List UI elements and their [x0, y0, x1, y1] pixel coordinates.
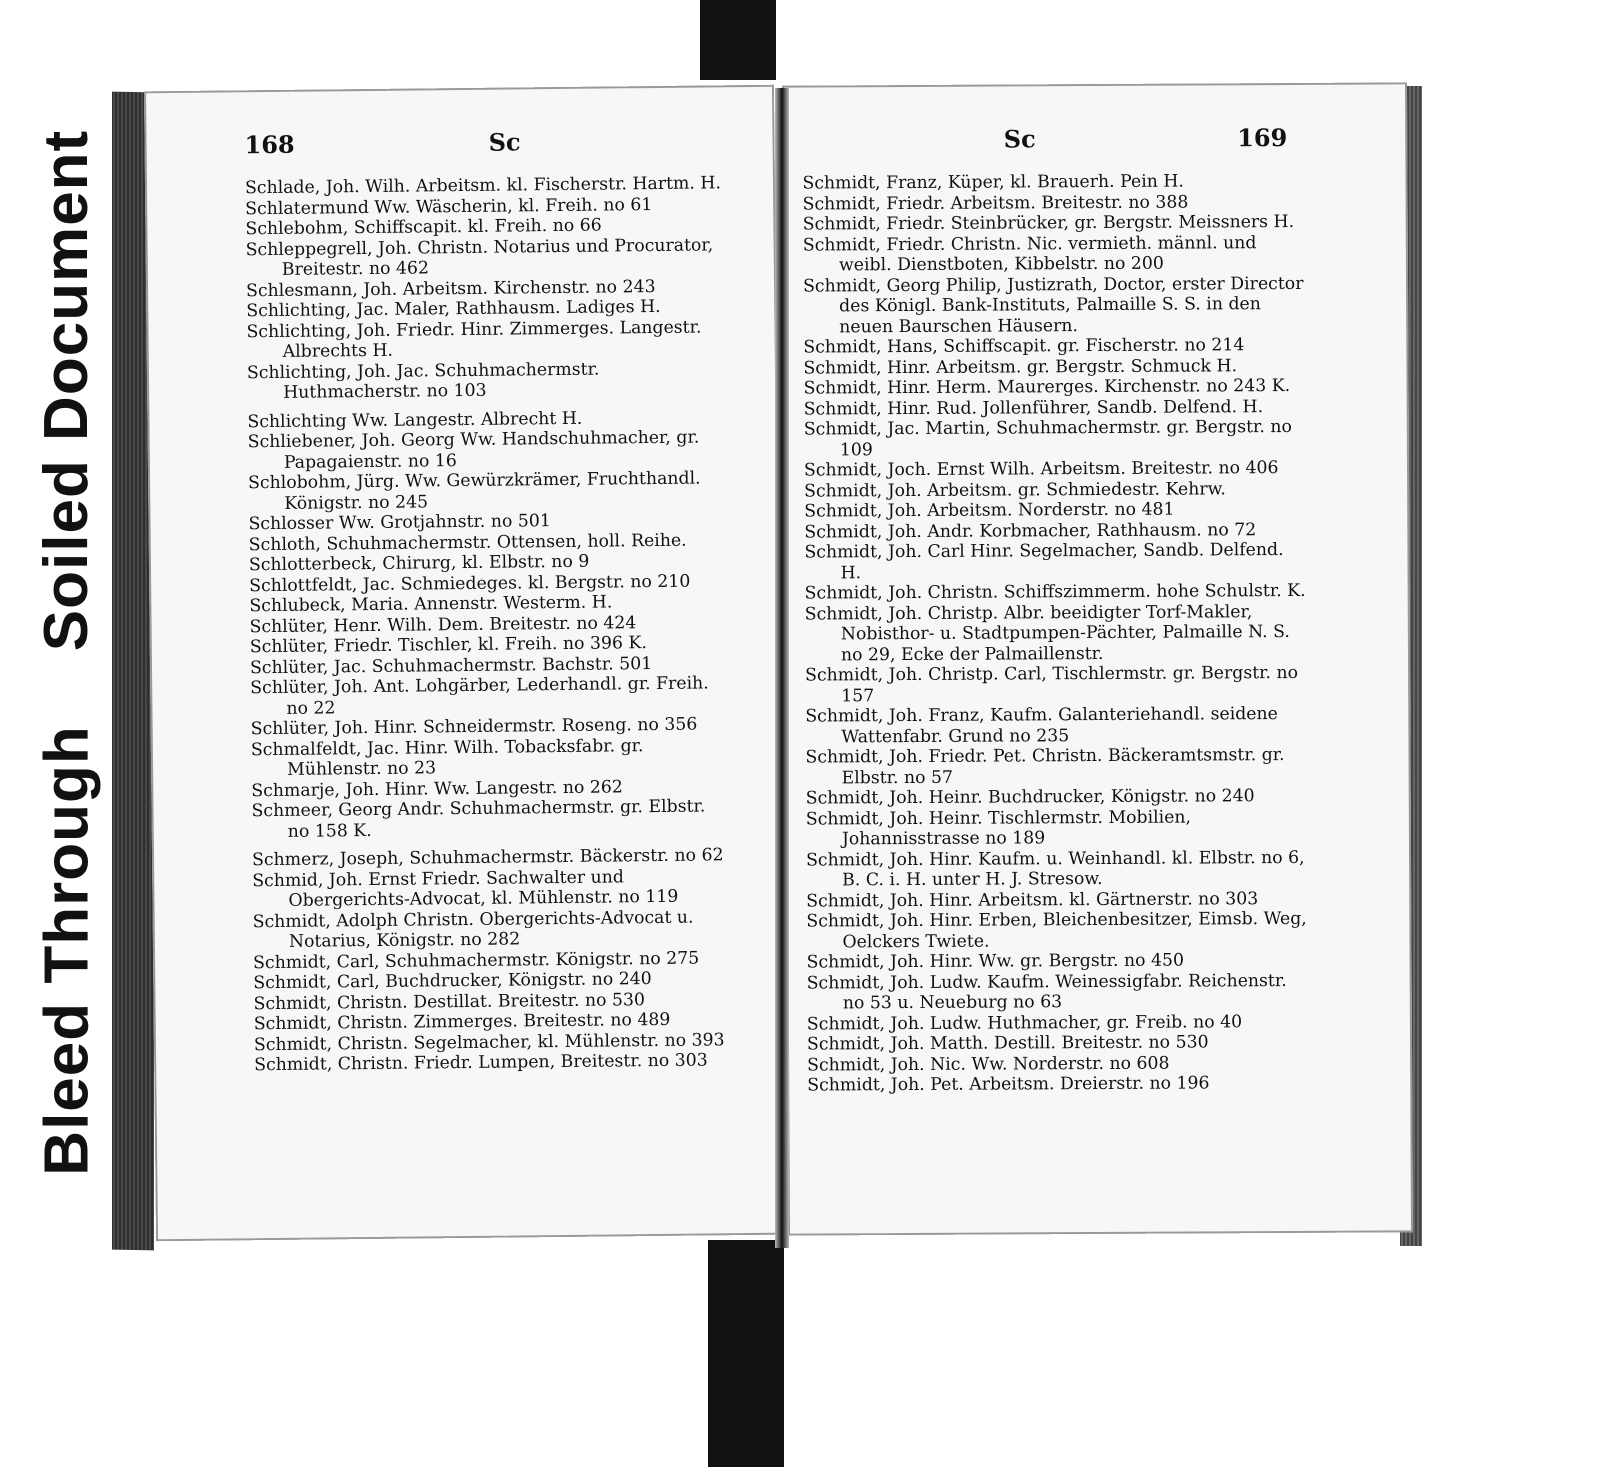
directory-entry: Schmidt, Hinr. Herm. Maurerges. Kirchenstr. no 243 K. — [803, 375, 1291, 399]
directory-entry: Schmidt, Joh. Nic. Ww. Norderstr. no 608 — [807, 1053, 1170, 1076]
directory-entry: Schlubeck, Maria. Annenstr. Westerm. H. — [249, 592, 613, 617]
directory-entry: Schmeer, Georg Andr. Schuhmachermstr. gr. Elbstr. no 158 K. — [251, 796, 711, 842]
right-page — [782, 82, 1413, 1235]
directory-entry: Schmidt, Hinr. Arbeitsm. gr. Bergstr. Schmuck H. — [803, 355, 1238, 379]
right-page-section: Sc — [1003, 124, 1036, 154]
directory-entry: Schmidt, Joh. Matth. Destill. Breitestr. no 530 — [806, 1032, 1209, 1055]
directory-entry: Schlüter, Joh. Ant. Lohgärber, Lederhandl. gr. Freih. no 22 — [250, 673, 715, 719]
left-page-header — [244, 125, 714, 159]
directory-entry: Schlichting, Joh. Friedr. Hinr. Zimmerges. Langestr. Albrechts H. — [246, 316, 708, 362]
directory-entry: Schmidt, Joh. Heinr. Buchdrucker, Königstr. no 240 — [805, 786, 1255, 809]
right-page-entries — [802, 171, 1312, 1096]
right-page-header — [802, 123, 1287, 155]
directory-entry: Schmidt, Joh. Friedr. Pet. Christn. Bäckeramtsmstr. gr. Elbstr. no 57 — [805, 744, 1291, 788]
directory-entry: Schmidt, Joh. Andr. Korbmacher, Rathhausm. no 72 — [804, 519, 1257, 543]
directory-entry: Schmidt, Adolph Christn. Obergerichts-Advocat u. Notarius, Königstr. no 282 — [252, 907, 700, 952]
directory-entry: Schmidt, Joh. Ludw. Kaufm. Weinessigfabr. Reichenstr. no 53 u. Neueburg no 63 — [806, 970, 1293, 1014]
directory-entry: Schmidt, Joh. Hinr. Kaufm. u. Weinhandl. kl. Elbstr. no 6, B. C. i. H. unter H. J. Stresow. — [805, 847, 1311, 891]
directory-entry: Schmerz, Joseph, Schuhmachermstr. Bäckerstr. no 62 — [251, 845, 724, 871]
directory-entry: Schmidt, Jac. Martin, Schuhmachermstr. gr. Bergstr. no 109 — [803, 416, 1298, 460]
left-page-number: 168 — [244, 129, 295, 160]
directory-entry: Schlatermund Ww. Wäscherin, kl. Freih. no 61 — [245, 194, 653, 219]
directory-entry: Schmidt, Christn. Zimmerges. Breitestr. no 489 — [253, 1009, 671, 1035]
directory-entry: Schmarje, Joh. Hinr. Ww. Langestr. no 262 — [251, 776, 623, 801]
directory-entry: Schlesmann, Joh. Arbeitsm. Kirchenstr. no 243 — [245, 276, 656, 301]
directory-entry: Schmidt, Christn. Destillat. Breitestr. no 530 — [253, 989, 646, 1014]
directory-entry: Schmidt, Christn. Segelmacher, kl. Mühlenstr. no 393 — [253, 1029, 725, 1055]
directory-entry: Schliebener, Joh. Georg Ww. Handschuhmacher, gr. Papagaienstr. no 16 — [247, 427, 705, 473]
directory-entry: Schlichting Ww. Langestr. Albrecht H. — [247, 408, 583, 432]
directory-entry: Schmidt, Hinr. Rud. Jollenführer, Sandb. Delfend. H. — [803, 396, 1264, 420]
directory-entry: Schlotterbeck, Chirurg, kl. Elbstr. no 9 — [248, 551, 590, 576]
directory-entry: Schlüter, Joh. Hinr. Schneidermstr. Roseng. no 356 — [250, 714, 698, 740]
directory-entry: Schmidt, Joh. Ludw. Huthmacher, gr. Freib. no 40 — [806, 1011, 1243, 1035]
directory-entry: Schmalfeldt, Jac. Hinr. Wilh. Tobacksfabr. gr. Mühlenstr. no 23 — [250, 735, 650, 780]
directory-entry: Schmidt, Joh. Arbeitsm. gr. Schmiedestr. Kehrw. — [804, 478, 1226, 502]
directory-entry: Schlobohm, Jürg. Ww. Gewürzkrämer, Fruchthandl. Königstr. no 245 — [248, 468, 707, 514]
book-gutter — [775, 88, 789, 1248]
directory-entry: Schmidt, Joh. Pet. Arbeitsm. Dreierstr. no 196 — [807, 1073, 1210, 1096]
directory-entry: Schmidt, Friedr. Arbeitsm. Breitestr. no 388 — [802, 192, 1189, 215]
directory-entry: Schlüter, Friedr. Tischler, kl. Freih. no 396 K. — [249, 633, 648, 658]
directory-entry: Schmidt, Joh. Hinr. Ww. gr. Bergstr. no 450 — [806, 950, 1185, 973]
directory-entry: Schmidt, Friedr. Steinbrücker, gr. Bergstr. Meissners H. — [802, 211, 1295, 235]
directory-entry: Schleppegrell, Joh. Christn. Notarius und Procurator, Breitestr. no 462 — [245, 234, 719, 280]
directory-entry: Schmidt, Christn. Friedr. Lumpen, Breitestr. no 303 — [254, 1050, 708, 1076]
directory-entry: Schmidt, Joh. Christn. Schiffszimmerm. hohe Schulstr. K. — [804, 580, 1306, 604]
directory-entry: Schmidt, Joh. Hinr. Erben, Bleichenbesitzer, Eimsb. Weg, Oelckers Twiete. — [806, 908, 1313, 952]
directory-entry: Schlade, Joh. Wilh. Arbeitsm. kl. Fischerstr. Hartm. H. — [244, 173, 722, 199]
spine-strip-top — [700, 0, 776, 80]
directory-entry: Schlottfeldt, Jac. Schmiedeges. kl. Bergstr. no 210 — [249, 571, 691, 596]
directory-entry: Schlosser Ww. Grotjahnstr. no 501 — [248, 511, 551, 535]
soiled-document-label: Soiled Document — [32, 129, 102, 651]
directory-entry: Schmidt, Georg Philip, Justizrath, Doctor, erster Director des Königl. Bank-Instituts, Palmaille S. S. in den neuen Baurschen Häusern. — [802, 273, 1309, 337]
directory-entry: Schmidt, Joch. Ernst Wilh. Arbeitsm. Breitestr. no 406 — [803, 458, 1279, 481]
bleed-through-stamp — [30, 720, 104, 1180]
soiled-document-stamp — [30, 129, 104, 651]
directory-entry: Schmidt, Joh. Christp. Albr. beeidigter Torf-Makler, Nobisthor- u. Stadtpumpen-Pächter, Palmaille N. S. no 29, Ecke der Palmaillenstr. — [804, 601, 1296, 665]
directory-entry: Schmidt, Carl, Schuhmachermstr. Königstr. no 275 — [253, 948, 700, 973]
directory-entry: Schmidt, Joh. Hinr. Arbeitsm. kl. Gärtnerstr. no 303 — [806, 888, 1259, 912]
bleed-through-label: Bleed Through — [32, 724, 102, 1176]
directory-entry: Schmidt, Hans, Schiffscapit. gr. Fischerstr. no 214 — [803, 335, 1245, 358]
directory-entry: Schmid, Joh. Ernst Friedr. Sachwalter und Obergerichts-Advocat, kl. Mühlenstr. no 119 — [252, 866, 679, 911]
directory-entry: Schmidt, Friedr. Christn. Nic. vermieth. männl. und weibl. Dienstboten, Kibbelstr. no 200 — [802, 232, 1262, 276]
directory-entry: Schlüter, Jac. Schuhmachermstr. Bachstr. 501 — [249, 653, 653, 678]
directory-entry: Schlichting, Jac. Maler, Rathhausm. Ladiges H. — [246, 296, 661, 322]
left-page-entries — [245, 173, 734, 1075]
directory-entry: Schmidt, Joh. Heinr. Tischlermstr. Mobilien, Johannisstrasse no 189 — [805, 806, 1197, 850]
directory-entry: Schmidt, Joh. Arbeitsm. Norderstr. no 481 — [804, 499, 1175, 522]
directory-entry: Schmidt, Joh. Franz, Kaufm. Galanteriehandl. seidene Wattenfabr. Grund no 235 — [805, 704, 1284, 747]
directory-entry: Schlüter, Henr. Wilh. Dem. Breitestr. no 424 — [249, 612, 637, 637]
directory-entry: Schmidt, Carl, Buchdrucker, Königstr. no 240 — [253, 969, 652, 994]
spine-strip-bottom — [708, 1240, 784, 1467]
directory-entry: Schmidt, Joh. Carl Hinr. Segelmacher, Sandb. Delfend. H. — [804, 539, 1290, 583]
right-page-number: 169 — [1237, 122, 1288, 153]
left-page — [144, 85, 786, 1242]
directory-entry: Schlebohm, Schiffscapit. kl. Freih. no 66 — [245, 215, 602, 240]
directory-entry: Schmidt, Joh. Christp. Carl, Tischlermstr. gr. Bergstr. no 157 — [805, 662, 1304, 706]
directory-entry: Schlichting, Joh. Jac. Schuhmachermstr. Huthmacherstr. no 103 — [246, 359, 605, 403]
left-page-section: Sc — [488, 127, 521, 157]
directory-entry: Schloth, Schuhmachermstr. Ottensen, holl. Reihe. — [248, 530, 687, 555]
directory-entry: Schmidt, Franz, Küper, kl. Brauerh. Pein H. — [802, 171, 1184, 194]
